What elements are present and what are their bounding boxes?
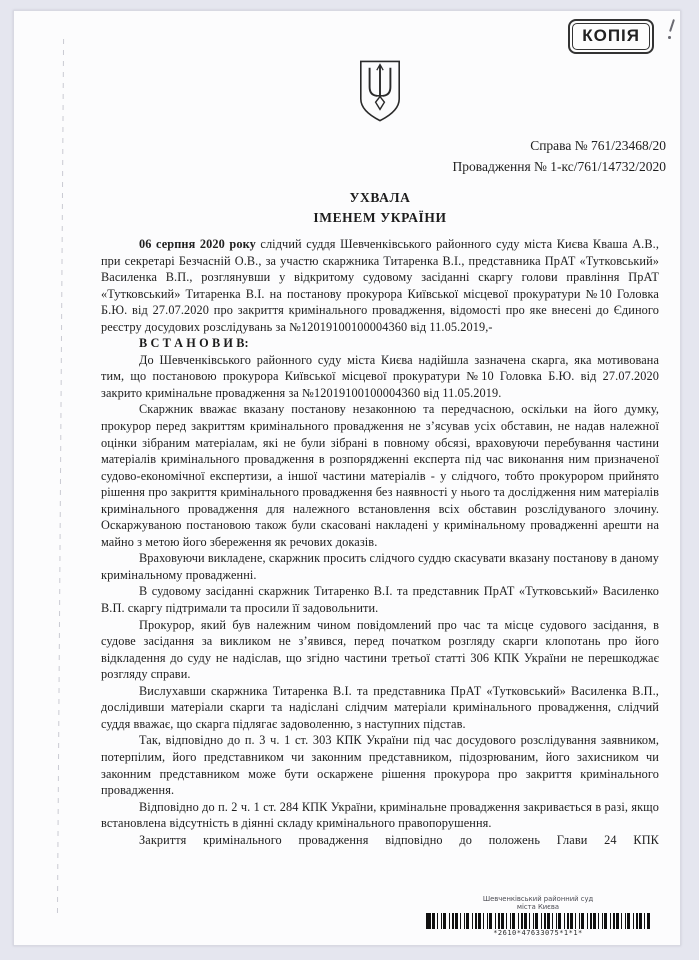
document-page — [13, 10, 681, 946]
paragraph: В судовому засіданні скаржник Титаренко В.І. та представник ПрАТ «Тутковський» Василенко В.П. скаргу підтримали та просили її задовольнити. — [101, 584, 659, 616]
paragraph: До Шевченківського районного суду міста Києва надійшла зазначена скарга, яка мотивована тим, що постановою прокурора Київської місцевої прокуратури №10 Головка Б.Ю. від 27.07.2020 закрито кримінальне провадження за №12019100100004360 від 11.05.2019. — [101, 352, 659, 400]
paragraph: Прокурор, який був належним чином повідомлений про час та місце судового засідання, в судове засідання за викликом не з’явився, перед початком розгляду скарги клопотань про його відкладення до суду не надіслав, що згідно частини третьої статті 306 КПК України не перешкоджає розгляду справи. — [101, 617, 659, 682]
ukraine-trident-emblem-icon — [356, 59, 404, 123]
copy-stamp-label: КОПІЯ — [572, 23, 650, 50]
pen-mark — [664, 17, 678, 43]
document-body — [14, 236, 680, 848]
proceeding-number: Провадження № 1-кс/761/14732/2020 — [452, 159, 666, 174]
decision-date: 06 серпня 2020 року — [139, 237, 256, 251]
coat-of-arms-wrap — [14, 59, 680, 123]
pen-mark-dot — [668, 36, 671, 39]
pen-mark-stroke — [669, 19, 675, 32]
paragraph: Враховуючи викладене, скаржник просить слідчого суддю скасувати вказану постанову в даному кримінальному провадженні. — [101, 551, 659, 582]
copy-stamp — [568, 19, 654, 54]
case-reference-block — [14, 135, 680, 177]
paragraph: Вислухавши скаржника Титаренка В.І. та представника ПрАТ «Тутковський» Василенка В.П., дослідивши матеріали скарги та надіслані слідчим матеріали кримінального провадження, слідчий суддя вважає, що скарга підлягає задоволенню, з наступних підстав. — [101, 683, 659, 731]
paragraph: Скаржник вважає вказану постанову незаконною та передчасною, оскільки на його думку, прокурор перед закриттям кримінального провадження не з’ясував усіх обставин, не надав належної оцінки зібраним матеріалам, які не були зібрані в повному обсязі, враховуючи перебування частини матеріалів кримінального провадження в розпорядженні експерта під час виконання ним призначеної судово-економічної експертизи, а іншої частини матеріалів - у слідчого, тобто прокурором прийнято рішення про закриття кримінального провадження без наявності у нього та дослідження ним матеріалів кримінального провадження для належного встановлення всіх обставин розслідуваного злочину. Оскаржуваною постановою також були скасовані накладені у кримінальному провадженні арешти на майно з метою його збереження як речових доказів. — [101, 402, 659, 549]
document-heading — [14, 188, 680, 228]
document-subtitle: ІМЕНЕМ УКРАЇНИ — [313, 210, 447, 225]
paragraph: Так, відповідно до п. 3 ч. 1 ст. 303 КПК України під час досудового розслідування заявником, потерпілим, його представником чи законним представником, підозрюваним, його захисником чи законним представником може бути оскаржене рішення прокурора про закриття кримінального провадження. — [101, 733, 659, 798]
court-name-line2: міста Києва — [516, 903, 560, 912]
intro-text: слідчий суддя Шевченківського районного суду міста Києва Кваша А.В., при секретарі Безчасній О.В., за участю скаржника Титаренка В.І., представника ПрАТ «Тутковський» Василенка В.П., розглянувши у відкритому судовому засіданні скаргу голови правління ПрАТ «Тутковський» Титаренка В.І. на постанову прокурора Київської місцевої прокуратури №10 Головка Б.Ю. від 27.07.2020 про закриття кримінального провадження, відомості про яке внесені до Єдиного реєстру досудових розслідувань за №12019100100004360 від 11.05.2019,- — [101, 237, 659, 334]
paragraph: Відповідно до п. 2 ч. 1 ст. 284 КПК України, кримінальне провадження закривається в разі, якщо встановлена відсутність в діянні складу кримінального правопорушення. — [101, 799, 659, 831]
resolved-heading: В С Т А Н О В И В: — [139, 336, 249, 351]
barcode-text: *2610*47633075*1*1* — [493, 929, 583, 938]
paragraph: Закриття кримінального провадження відповідно до положень Глави 24 КПК — [139, 832, 659, 847]
court-name-line1: Шевченківський районний суд — [482, 895, 594, 903]
intro-paragraph — [101, 236, 659, 335]
case-number: Справа № 761/23468/20 — [530, 138, 666, 153]
barcode — [426, 913, 650, 929]
court-barcode-stamp — [414, 895, 662, 937]
document-title: УХВАЛА — [349, 190, 411, 205]
